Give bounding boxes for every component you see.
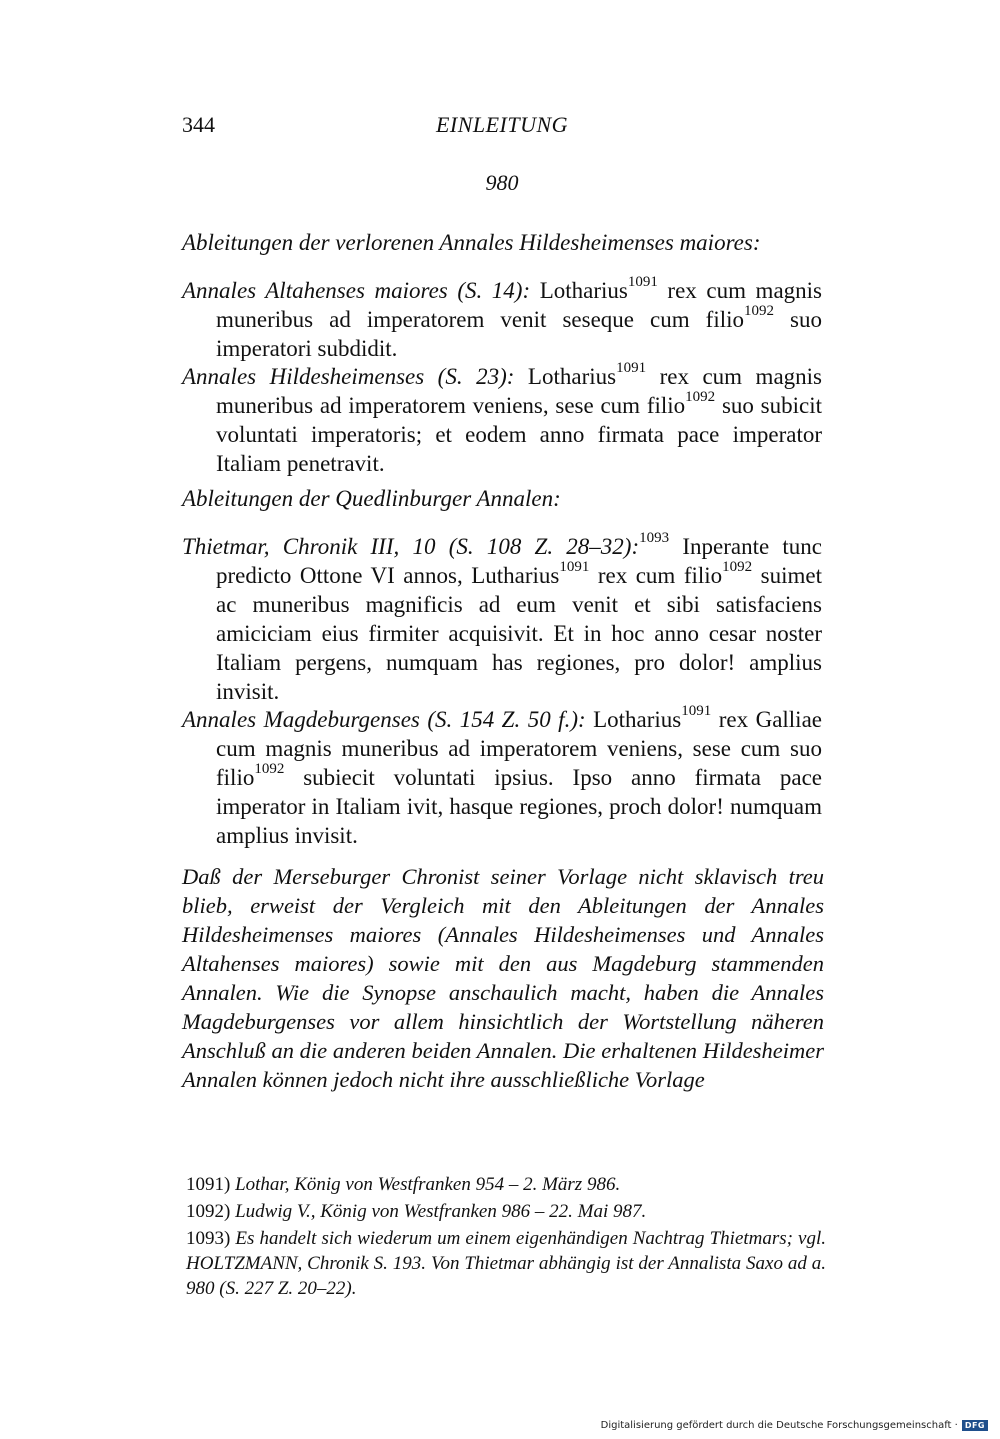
footnote-text: Lothar, König von Westfranken 954 – 2. März 986.	[235, 1174, 621, 1195]
entry-source: Annales Hildesheimenses (S. 23):	[182, 364, 515, 389]
credit-text: Digitalisierung gefördert durch die Deutsche Forschungsgemeinschaft ·	[600, 1420, 958, 1431]
section-heading: Ableitungen der verlorenen Annales Hildesheimenses maiores:	[182, 230, 761, 255]
footnote-ref[interactable]: 1092	[254, 761, 285, 778]
entry-text: suo subicit voluntati imperatoris; et eodem anno firmata pace imperator Italiam penetravit.	[216, 393, 822, 476]
dfg-logo-icon: DFG	[962, 1420, 988, 1431]
year-heading: 980	[485, 170, 519, 195]
footnote-number: 1093)	[186, 1228, 231, 1249]
footnote-ref[interactable]: 1091	[627, 274, 658, 291]
entry-text: subiecit voluntati ipsius. Ipso anno firmata pace imperator in Italiam ivit, hasque regiones, proch dolor! numquam amplius invisit.	[216, 765, 822, 848]
section-heading: Ableitungen der Quedlinburger Annalen:	[182, 486, 561, 511]
footnote-ref[interactable]: 1093	[639, 530, 670, 547]
entry-source: Annales Altahenses maiores (S. 14):	[182, 278, 531, 303]
entry-text: rex cum magnis muneribus ad imperatorem veniens, sese cum filio	[216, 364, 822, 418]
entry-source: Annales Magdeburgenses (S. 154 Z. 50 f.):	[182, 707, 586, 732]
entry-annales-altahenses	[182, 276, 822, 363]
entry-text: rex Galliae cum magnis muneribus ad imperatorem veniens, sese cum suo filio	[216, 707, 822, 790]
running-title: EINLEITUNG	[435, 112, 569, 137]
footnote-1091	[186, 1172, 826, 1197]
entry-text: Inperante tunc predicto Ottone VI annos, Lutharius	[216, 534, 822, 588]
page-number: 344	[182, 112, 215, 137]
entry-thietmar-chronik	[182, 532, 822, 706]
footnote-text: Ludwig V., König von Westfranken 986 – 22. Mai 987.	[235, 1201, 647, 1222]
entry-annales-magdeburgenses	[182, 705, 822, 850]
footnote-ref[interactable]: 1092	[744, 303, 774, 320]
entry-text: suimet ac muneribus magnificis ad eum venit et sibi satisfaciens amiciciam eius firmiter acquisivit. Et in hoc anno cesar noster Italiam pergens, numquam has regiones, pro dolor! amplius invisit.	[216, 563, 822, 704]
entry-text: suo imperatori subdidit.	[216, 307, 822, 361]
entry-text: Lotharius	[530, 278, 628, 303]
digitization-credit	[601, 1420, 988, 1431]
footnote-ref[interactable]: 1091	[681, 703, 712, 720]
footnote-ref[interactable]: 1091	[616, 360, 647, 377]
footnote-ref[interactable]: 1092	[685, 389, 716, 406]
footnote-ref[interactable]: 1092	[722, 559, 753, 576]
footnote-ref[interactable]: 1091	[559, 559, 590, 576]
running-head	[182, 112, 822, 148]
entry-text: Lotharius	[514, 364, 617, 389]
entry-source: Thietmar, Chronik III, 10 (S. 108 Z. 28–32):	[182, 534, 640, 559]
entry-text: rex cum filio	[589, 563, 723, 588]
entry-annales-hildesheimenses	[182, 362, 822, 478]
footnote-number: 1091)	[186, 1174, 231, 1195]
commentary-paragraph: Daß der Merseburger Chronist seiner Vorlage nicht sklavisch treu blieb, erweist der Vergleich mit den Ableitungen der Annales Hildesheimenses maiores (Annales Hildesheimenses und Annales Altahenses maiores) sowie mit den aus Magdeburg stammenden Annalen. Wie die Synopse anschaulich macht, haben die Annales Magdeburgenses vor allem hinsichtlich der Wortstellung näheren Anschluß an die anderen beiden Annalen. Die erhaltenen Hildesheimer Annalen können jedoch nicht ihre ausschließliche Vorlage	[182, 864, 824, 1092]
entry-text: Lotharius	[585, 707, 682, 732]
footnote-1092	[186, 1199, 826, 1224]
footnote-text: Es handelt sich wiederum um einem eigenhändigen Nachtrag Thietmars; vgl. HOLTZMANN, Chronik S. 193. Von Thietmar abhängig ist der Annalista Saxo ad a. 980 (S. 227 Z. 20–22).	[186, 1228, 827, 1299]
footnote-1093	[186, 1226, 826, 1301]
footnote-number: 1092)	[186, 1201, 231, 1222]
entry-text: rex cum magnis muneribus ad imperatorem venit seseque cum filio	[216, 278, 822, 332]
